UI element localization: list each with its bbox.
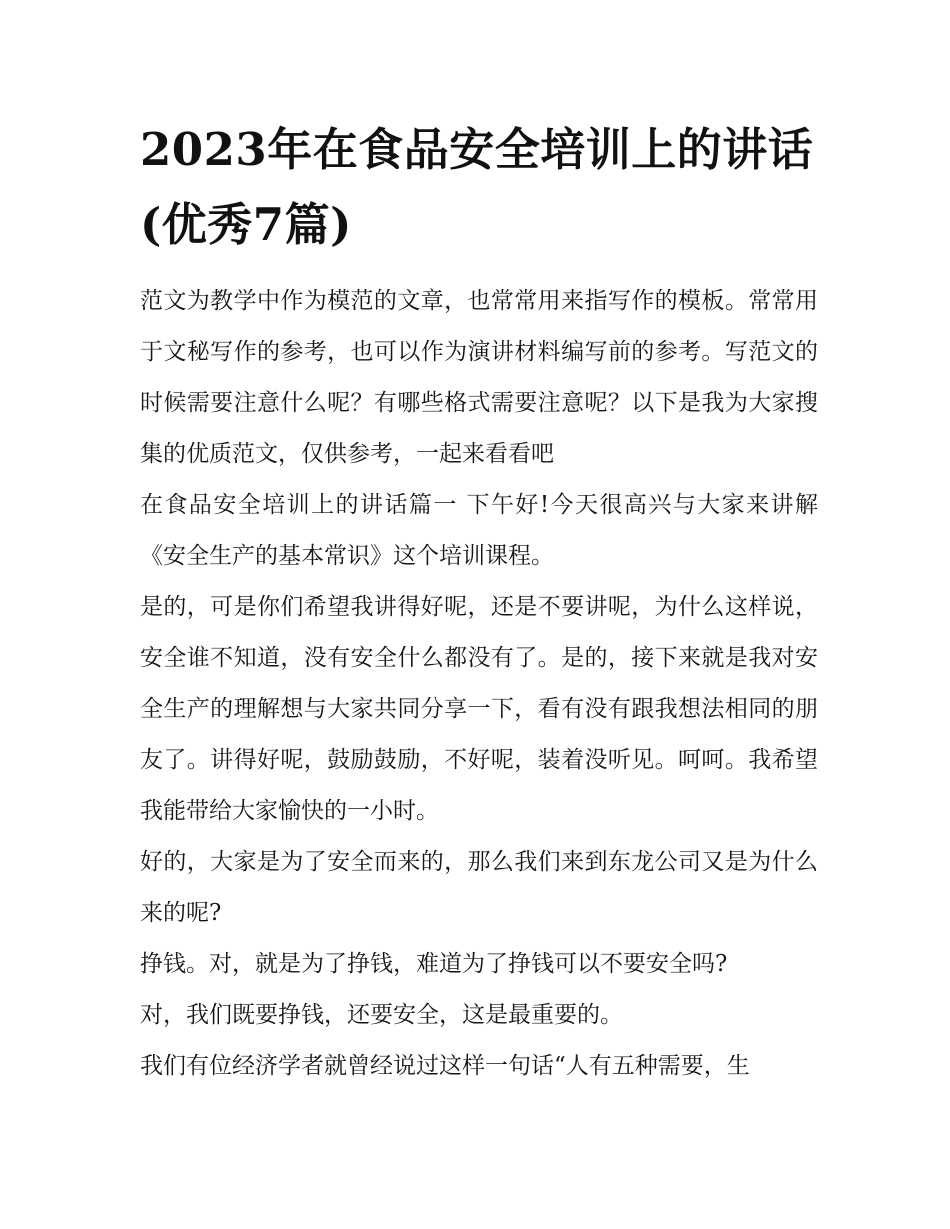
paragraph-intro: 范文为教学中作为模范的文章，也常常用来指写作的模板。常常用于文秘写作的参考，也可以作为演讲材料编写前的参考。写范文的时候需要注意什么呢？有哪些格式需要注意呢？以下是我为大家搜集的优质范文，仅供参考，一起来看看吧 <box>140 288 818 467</box>
paragraph-economist-quote: 我们有位经济学者就曾经说过这样一句话“人有五种需要，生 <box>140 1053 750 1079</box>
paragraph-speech-body: 是的，可是你们希望我讲得好呢，还是不要讲呢，为什么这样说，安全谁不知道，没有安全什么都没有了。是的，接下来就是我对安全生产的理解想与大家共同分享一下，看有没有跟我想法相同的朋友了。讲得好呢，鼓励鼓励，不好呢，装着没听见。呵呵。我希望我能带给大家愉快的一小时。 <box>140 594 818 824</box>
paragraph-earn-money: 挣钱。对，就是为了挣钱，难道为了挣钱可以不要安全吗? <box>140 951 728 977</box>
paragraph-safety-important: 对，我们既要挣钱，还要安全，这是最重要的。 <box>140 1002 623 1028</box>
paragraph-speech-opening: 在食品安全培训上的讲话篇一 下午好!今天很高兴与大家来讲解《安全生产的基本常识》这个培训课程。 <box>140 492 818 569</box>
paragraph-why-come: 好的，大家是为了安全而来的，那么我们来到东龙公司又是为什么来的呢? <box>140 849 818 926</box>
document-title: 2023年在食品安全培训上的讲话(优秀7篇) <box>140 123 814 251</box>
document-body <box>140 112 818 1092</box>
